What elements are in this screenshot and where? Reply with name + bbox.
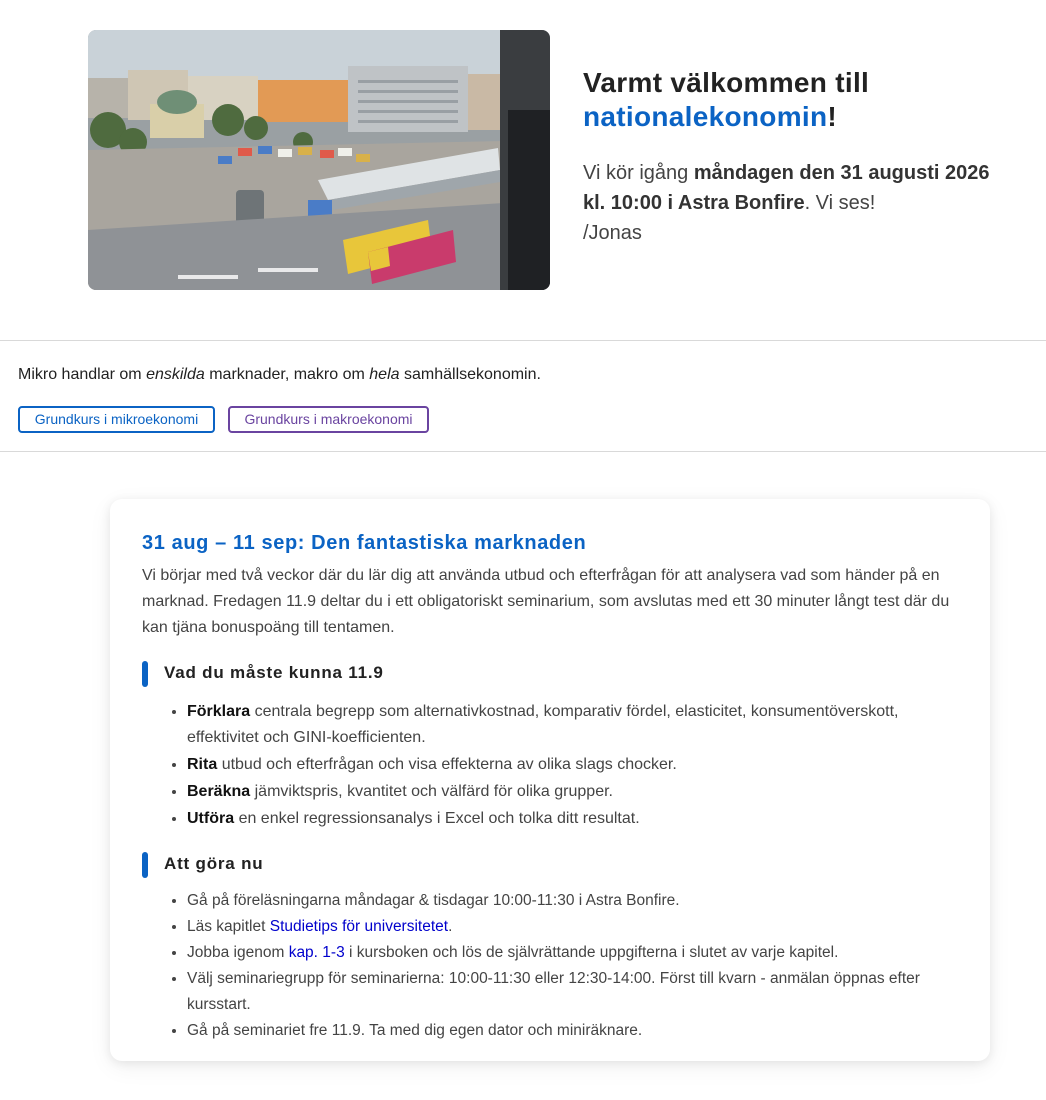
skill-verb: Rita — [187, 756, 218, 773]
list-item — [187, 914, 958, 940]
section-heading-todo — [142, 852, 958, 876]
makro-course-button[interactable]: Grundkurs i makroekonomi — [228, 406, 429, 433]
skill-text: jämviktspris, kvantitet och välfärd för olika grupper. — [254, 783, 613, 800]
list-item: • Gå på seminariet fre 11.9. Ta med dig egen dator och miniräknare. — [187, 1018, 958, 1044]
skill-verb: Beräkna — [187, 783, 251, 800]
todo-text: . — [448, 918, 453, 935]
hero-title-suffix: ! — [827, 101, 837, 132]
list-item — [187, 806, 958, 832]
divider-top — [0, 340, 1046, 341]
intro-em2: hela — [369, 366, 400, 383]
section-heading-todo-label: Att göra nu — [164, 854, 264, 873]
intro-part2: marknader, makro om — [209, 366, 365, 383]
skill-verb: Förklara — [187, 703, 251, 720]
hero-signature: /Jonas — [583, 222, 642, 244]
hero-body — [583, 158, 1003, 248]
skill-text: centrala begrepp som alternativkostnad, komparativ fördel, elasticitet, konsumentöverskott, effektivitet och GINI-koefficienten. — [187, 703, 899, 746]
skills-list — [142, 699, 958, 832]
list-item: • Välj seminariegrupp för seminarierna: 10:00-11:30 eller 12:30-14:00. Först till kvarn - anmälan öppnas efter kursstart. — [187, 966, 958, 1018]
heading-accent-bar — [142, 661, 148, 687]
card-intro: Vi börjar med två veckor där du lär dig att använda utbud och efterfrågan för att analysera vad som händer på en marknad. Fredagen 11.9 deltar du i ett obligatoriskt seminarium, som avslutas med ett 30 minuter långt test där du kan tjäna bonuspoäng till tentamen. — [142, 567, 950, 636]
skill-verb: Utföra — [187, 810, 235, 827]
list-item: • Gå på föreläsningarna måndagar & tisdagar 10:00-11:30 i Astra Bonfire. — [187, 888, 958, 914]
card-title: 31 aug – 11 sep: Den fantastiska marknaden — [142, 532, 587, 554]
hero-title-prefix: Varmt välkommen till — [583, 67, 870, 98]
hero-title — [583, 66, 1003, 134]
section-heading-skills — [142, 661, 958, 685]
intro-part3: samhällsekonomin. — [403, 366, 541, 383]
study-tips-link[interactable]: Studietips för universitetet — [269, 918, 449, 935]
todo-text: Jobba igenom — [187, 944, 285, 961]
intro-part1: Mikro handlar om — [18, 366, 142, 383]
hero-body-date: måndagen den 31 augusti 2026 kl. 10:00 i Astra Bonfire — [583, 162, 990, 214]
skill-text: en enkel regressionsanalys i Excel och tolka ditt resultat. — [238, 810, 640, 827]
hero-title-accent: nationalekonomin — [583, 101, 828, 132]
mikro-course-button[interactable]: Grundkurs i mikroekonomi — [18, 406, 215, 433]
todo-list — [142, 888, 958, 1044]
heading-accent-bar — [142, 852, 148, 878]
list-item — [187, 699, 958, 751]
skill-text: utbud och efterfrågan och visa effekterna av olika slags chocker. — [221, 756, 677, 773]
hero-body-post: . Vi ses! — [804, 192, 876, 214]
hero-text — [583, 66, 1003, 248]
hero-body-pre: Vi kör igång — [583, 162, 689, 184]
list-item — [187, 779, 958, 805]
intro-em1: enskilda — [146, 366, 205, 383]
section-heading-skills-label: Vad du måste kunna 11.9 — [164, 663, 384, 682]
market-square-photo — [88, 30, 550, 290]
divider-middle — [0, 451, 1046, 452]
list-item — [187, 940, 958, 966]
week-card — [110, 499, 990, 1061]
todo-text: Läs kapitlet — [187, 918, 266, 935]
hero-section — [0, 0, 1046, 340]
list-item — [187, 752, 958, 778]
intro-line — [18, 366, 541, 384]
chapters-link[interactable]: kap. 1-3 — [288, 944, 345, 961]
todo-text: i kursboken och lös de självrättande uppgifterna i slutet av varje kapitel. — [349, 944, 839, 961]
